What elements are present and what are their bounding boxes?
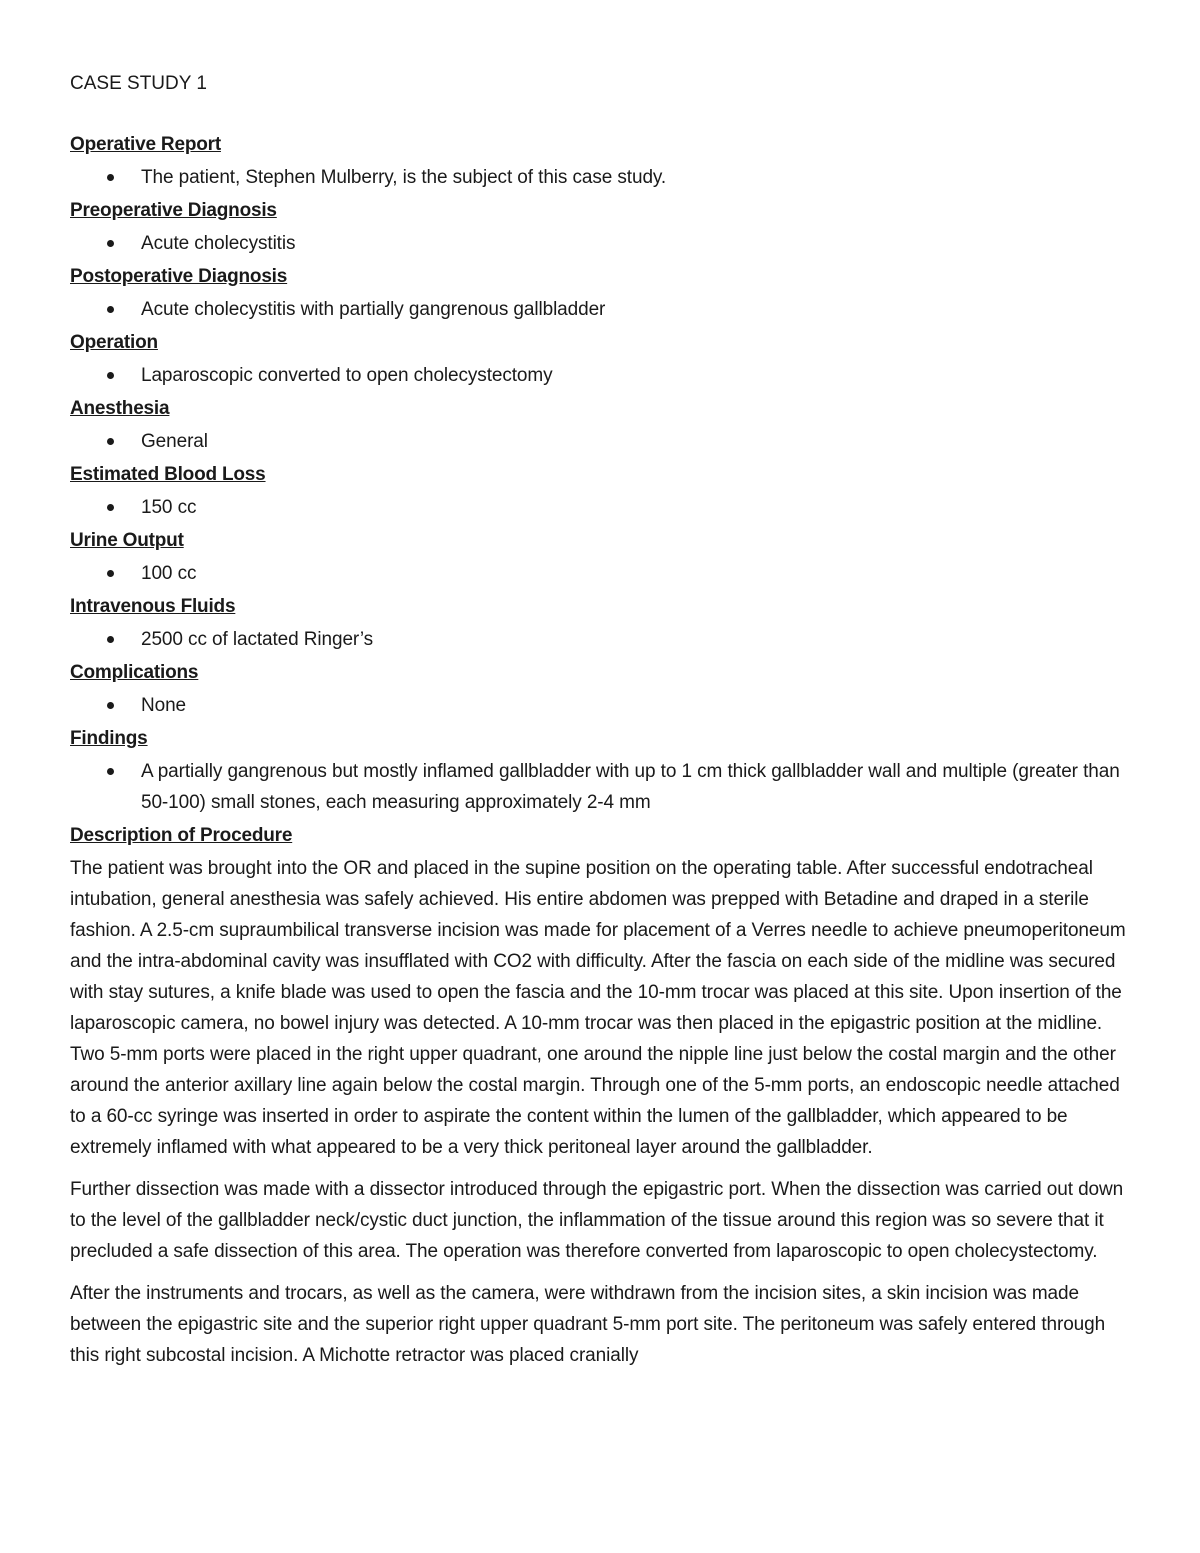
section-preoperative-diagnosis [70,196,1130,259]
procedure-paragraph: The patient was brought into the OR and placed in the supine position on the operating table. After successful endotracheal intubation, general anesthesia was safely achieved. His entire abdomen was prepped with Betadine and draped in a sterile fashion. A 2.5-cm supraumbilical transverse incision was made for placement of a Verres needle to achieve pneumoperitoneum and the intra-abdominal cavity was insufflated with CO2 with difficulty. After the fascia on each side of the midline was secured with stay sutures, a knife blade was used to open the fascia and the 10-mm trocar was placed at this site. Upon insertion of the laparoscopic camera, no bowel injury was detected. A 10-mm trocar was then placed in the epigastric position at the midline. Two 5-mm ports were placed in the right upper quadrant, one around the nipple line just below the costal margin and the other around the anterior axillary line again below the costal margin. Through one of the 5-mm ports, an endoscopic needle attached to a 60-cc syringe was inserted in order to aspirate the content within the lumen of the gallbladder, which appeared to be extremely inflamed with what appeared to be a very thick peritoneal layer around the gallbladder. [70,858,1126,1158]
section-urine-output [70,526,1130,589]
list-item [70,228,1130,259]
section-heading: Postoperative Diagnosis [70,266,288,287]
bullet-icon [107,702,114,709]
section-heading: Findings [70,728,148,749]
bullet-icon [107,504,114,511]
bullet-list [70,294,1130,325]
section-estimated-blood-loss [70,460,1130,523]
list-item [70,558,1130,589]
bullet-icon [107,570,114,577]
section-complications [70,658,1130,721]
bullet-list [70,360,1130,391]
section-postoperative-diagnosis [70,262,1130,325]
section-operation [70,328,1130,391]
list-item [70,294,1130,325]
bullet-icon [107,306,114,313]
list-item-text: 2500 cc of lactated Ringer’s [141,629,374,650]
section-description-of-procedure [70,821,1130,1371]
list-item [70,690,1130,721]
list-item-text: Laparoscopic converted to open cholecystectomy [141,365,553,386]
list-item-text: A partially gangrenous but mostly inflamed gallbladder with up to 1 cm thick gallbladder wall and multiple (greater than 50-100) small stones, each measuring approximately 2-4 mm [141,761,1120,813]
bullet-icon [107,636,114,643]
section-heading: Operation [70,332,158,353]
bullet-list [70,492,1130,523]
list-item [70,360,1130,391]
bullet-icon [107,768,114,775]
list-item-text: General [141,431,208,452]
list-item [70,756,1130,818]
bullet-list [70,558,1130,589]
section-findings [70,724,1130,818]
section-heading: Urine Output [70,530,184,551]
section-heading: Complications [70,662,199,683]
section-heading: Preoperative Diagnosis [70,200,277,221]
list-item-text: 100 cc [141,563,197,584]
bullet-icon [107,174,114,181]
section-intravenous-fluids [70,592,1130,655]
list-item [70,426,1130,457]
bullet-icon [107,438,114,445]
bullet-list [70,690,1130,721]
bullet-icon [107,372,114,379]
case-title: CASE STUDY 1 [70,73,207,94]
section-heading: Anesthesia [70,398,170,419]
section-heading: Description of Procedure [70,825,293,846]
section-operative-report [70,130,1130,193]
bullet-list [70,426,1130,457]
section-heading: Operative Report [70,134,221,155]
list-item-text: Acute cholecystitis with partially gangrenous gallbladder [141,299,606,320]
list-item [70,492,1130,523]
bullet-list [70,756,1130,818]
section-anesthesia [70,394,1130,457]
section-heading: Intravenous Fluids [70,596,236,617]
bullet-list [70,162,1130,193]
list-item-text: None [141,695,187,716]
procedure-paragraph: After the instruments and trocars, as well as the camera, were withdrawn from the incision sites, a skin incision was made between the epigastric site and the superior right upper quadrant 5-mm port site. The peritoneum was safely entered through this right subcostal incision. A Michotte retractor was placed cranially [70,1283,1106,1366]
list-item-text: 150 cc [141,497,197,518]
procedure-paragraph: Further dissection was made with a dissector introduced through the epigastric port. When the dissection was carried out down to the level of the gallbladder neck/cystic duct junction, the inflammation of the tissue around this region was so severe that it precluded a safe dissection of this area. The operation was therefore converted from laparoscopic to open cholecystectomy. [70,1179,1124,1262]
bullet-list [70,228,1130,259]
bullet-list [70,624,1130,655]
bullet-icon [107,240,114,247]
list-item [70,624,1130,655]
list-item-text: Acute cholecystitis [141,233,296,254]
section-heading: Estimated Blood Loss [70,464,266,485]
list-item [70,162,1130,193]
list-item-text: The patient, Stephen Mulberry, is the subject of this case study. [141,167,667,188]
